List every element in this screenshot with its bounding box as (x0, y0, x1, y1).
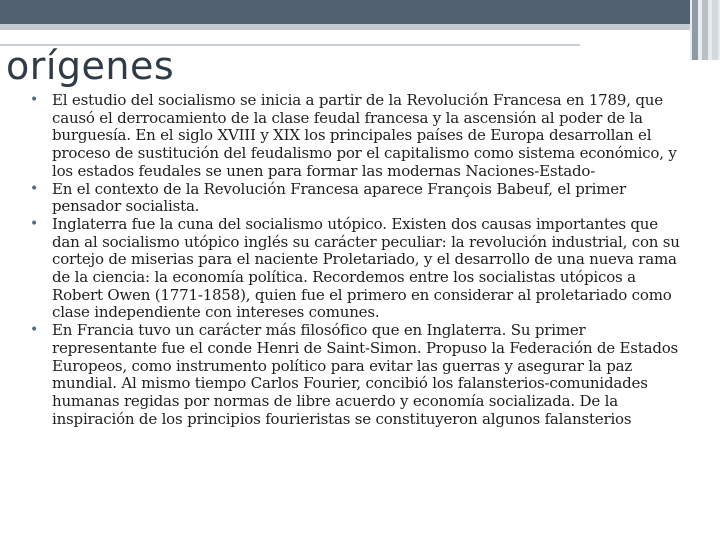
header-band (0, 0, 690, 24)
bullet-text: En el contexto de la Revolución Francesa aparece François Babeuf, el primer pensador socialista. (52, 179, 626, 216)
corner-decoration (690, 0, 720, 60)
bullet-item (30, 181, 690, 216)
bullet-icon: • (30, 215, 39, 232)
bullet-text: El estudio del socialismo se inicia a partir de la Revolución Francesa en 1789, que causó el derrocamiento de la clase feudal francesa y la ascensión al poder de la burguesía. En el siglo XVIII y XIX los principales países de Europa desarrollan el proceso de sustitución del feudalismo por el capitalismo como sistema económico, y los estados feudales se unen para formar las modernas Naciones-Estado- (52, 91, 677, 180)
corner-stripe (712, 0, 718, 60)
bullet-text: Inglaterra fue la cuna del socialismo utópico. Existen dos causas importantes que dan al socialismo utópico inglés su carácter peculiar: la revolución industrial, con su cortejo de miserias para el naciente Proletariado, y el desarrollo de una nueva rama de la ciencia: la economía política. Recordemos entre los socialistas utópicos a Robert Owen (1771-1858), quien fue el primero en considerar al proletariado como clase independiente con intereses comunes. (52, 214, 680, 322)
bullet-icon: • (30, 92, 39, 108)
header-band-accent (0, 24, 690, 30)
header-bar (0, 0, 720, 30)
bullet-icon: • (30, 322, 39, 339)
bullet-item (30, 92, 690, 181)
bullet-icon: • (30, 180, 39, 197)
bullet-item (30, 322, 690, 428)
bullet-list (30, 92, 690, 428)
corner-stripe (702, 0, 708, 60)
bullet-text: En Francia tuvo un carácter más filosófico que en Inglaterra. Su primer representante fue el conde Henri de Saint-Simon. Propuso la Federación de Estados Europeos, como instrumento político para evitar las guerras y asegurar la paz mundial. Al mismo tiempo Carlos Fourier, concibió los falansterios-comunidades humanas regidas por normas de libre acuerdo y economía socializada. De la inspiración de los principios fourieristas se constituyeron algunos falansterios (52, 321, 679, 428)
bullet-item (30, 216, 690, 322)
corner-stripe (692, 0, 698, 60)
slide-title: orígenes (6, 44, 175, 88)
